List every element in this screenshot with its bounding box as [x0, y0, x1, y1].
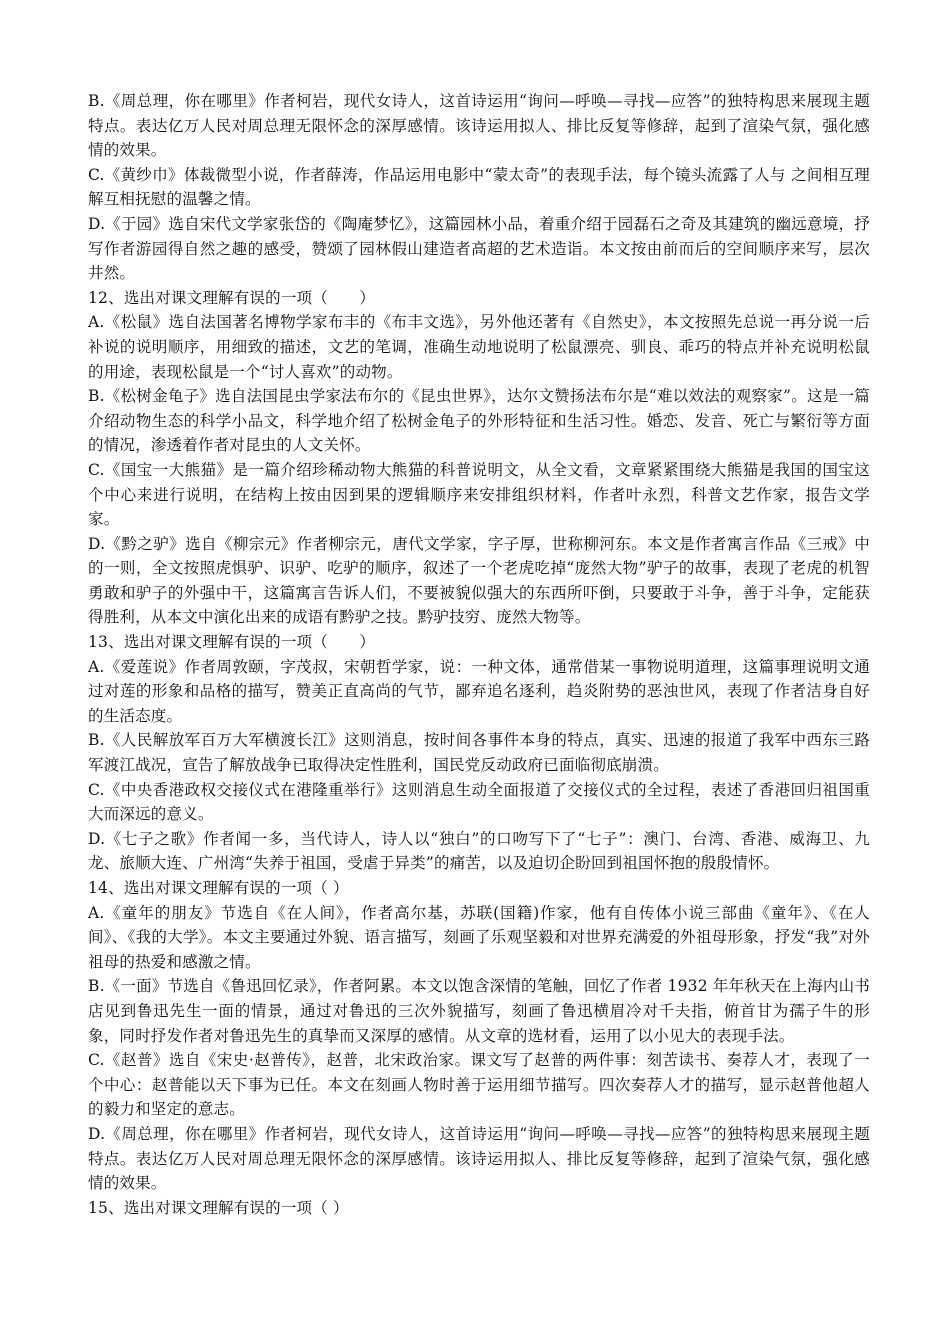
option-12-prev-c: C.《黄纱巾》体裁微型小说，作者薛涛，作品运用电影中“蒙太奇”的表现手法，每个镜头流露了人与 之间相互理解互相抚慰的温馨之情。: [88, 165, 870, 209]
question-13-option-a: A.《爱莲说》作者周敦颐，字茂叔，宋朝哲学家，说：一种文体，通常借某一事物说明道理，这篇事理说明文通过对莲的形象和品格的描写，赞美正直高尚的气节，鄙弃追名逐利，趋炎附势的恶浊世风，表现了作者洁身自好的生活态度。: [88, 657, 870, 725]
question-15: 15、选出对课文理解有误的一项（ ）: [88, 1198, 349, 1217]
question-13: 13、选出对课文理解有误的一项（ ）: [88, 633, 376, 652]
option-12-prev-b: B.《周总理，你在哪里》作者柯岩，现代女诗人，这首诗运用“询问—呼唤—寻找—应答”的独特构思来展现主题特点。表达亿万人民对周总理无限怀念的深厚感情。该诗运用拟人、排比反复等修辞，起到了渲染气氛，强化感情的效果。: [88, 92, 870, 160]
question-12-option-c: C.《国宝一大熊猫》是一篇介绍珍稀动物大熊猫的科普说明文，从全文看，文章紧紧围绕大熊猫是我国的国宝这个中心来进行说明，在结构上按由因到果的逻辑顺序来安排组织材料，作者叶永烈，科普文艺作家，报告文学家。: [88, 460, 870, 529]
question-12-option-a: A.《松鼠》选自法国著名博物学家布丰的《布丰文选》，另外他还著有《自然史》，本文按照先总说一再分说一后补说的说明顺序，用细致的描述，文艺的笔调，准确生动地说明了松鼠漂亮、驯良、乖巧的特点并补充说明松鼠的用途，表现松鼠是一个“讨人喜欢”的动物。: [88, 313, 870, 381]
question-14: 14、选出对课文理解有误的一项（ ）: [88, 879, 349, 897]
question-12-option-b: B.《松树金龟子》选自法国昆虫学家法布尔的《昆虫世界》，达尔文赞扬法布尔是“难以效法的观察家”。这是一篇介绍动物生态的科学小品文，科学地介绍了松树金龟子的外形特征和生活习性。婚恋、发音、死亡与繁衍等方面的情况，渗透着作者对昆虫的人文关怀。: [88, 387, 870, 455]
option-12-prev-d: D.《于园》选自宋代文学家张岱的《陶庵梦忆》，这篇园林小品，着重介绍于园磊石之奇及其建筑的幽远意境，抒写作者游园得自然之趣的感受，赞颂了园林假山建造者高超的艺术造诣。本文按由前而后的空间顺序来写，层次井然。: [88, 214, 870, 283]
question-12-option-d: D.《黔之驴》选自《柳宗元》作者柳宗元，唐代文学家，字子厚，世称柳河东。本文是作者寓言作品《三戒》中的一则，全文按照虎惧驴、识驴、吃驴的顺序，叙述了一个老虎吃掉“庞然大物”驴子的故事，表现了老虎的机智勇敢和驴子的外强中干，这篇寓言告诉人们，不要被貌似强大的东西所吓倒，只要敢于斗争，善于斗争，定能获得胜利，从本文中演化出来的成语有黔驴之技。黔驴技穷、庞然大物等。: [88, 534, 870, 627]
question-14-option-c: C.《赵普》选自《宋史·赵普传》，赵普，北宋政治家。课文写了赵普的两件事：刻苦读书、奏荐人才，表现了一个中心：赵普能以天下事为已任。本文在刻画人物时善于运用细节描写。四次奏荐人才的描写，显示赵普他超人的毅力和坚定的意志。: [88, 1051, 870, 1119]
question-14-option-b: B.《一面》节选自《鲁迅回忆录》，作者阿累。本文以饱含深情的笔触，回忆了作者 1932 年年秋天在上海内山书店见到鲁迅先生一面的情景，通过对鲁迅的三次外貌描写，刻画了鲁迅横眉冷对千夫指，俯首甘为孺子牛的形象，同时抒发作者对鲁迅先生的真挚而又深厚的感情。从文章的选材看，运用了以小见大的表现手法。: [88, 977, 870, 1045]
question-13-option-c: C.《中央香港政权交接仪式在港隆重举行》这则消息生动全面报道了交接仪式的全过程，表述了香港回归祖国重大而深远的意义。: [88, 780, 870, 824]
question-13-option-b: B.《人民解放军百万大军横渡长江》这则消息，按时间各事件本身的特点，真实、迅速的报道了我军中西东三路军渡江战况，宣告了解放战争已取得决定性胜利，国民党反动政府已面临彻底崩溃。: [88, 731, 870, 775]
question-12: 12、选出对课文理解有误的一项（ ）: [88, 288, 376, 307]
question-14-option-d: D.《周总理，你在哪里》作者柯岩，现代女诗人，这首诗运用“询问—呼唤—寻找—应答”的独特构思来展现主题特点。表达亿万人民对周总理无限怀念的深厚感情。该诗运用拟人、排比反复等修辞，起到了渲染气氛，强化感情的效果。: [88, 1124, 870, 1193]
question-14-option-a: A.《童年的朋友》节选自《在人间》，作者高尔基，苏联(国籍)作家，他有自传体小说三部曲《童年》、《在人间》、《我的大学》。本文主要通过外貌、语言描写，刻画了乐观坚毅和对世界充满爱的外祖母形象，抒发“我”对外祖母的热爱和感激之情。: [88, 903, 870, 971]
document-page: [88, 89, 870, 1220]
question-13-option-d: D.《七子之歌》作者闻一多，当代诗人，诗人以“独白”的口吻写下了“七子”：澳门、台湾、香港、威海卫、九龙、旅顺大连、广州湾“失养于祖国，受虐于异类”的痛苦，以及迫切企盼回到祖国怀抱的殷殷情怀。: [88, 829, 870, 873]
